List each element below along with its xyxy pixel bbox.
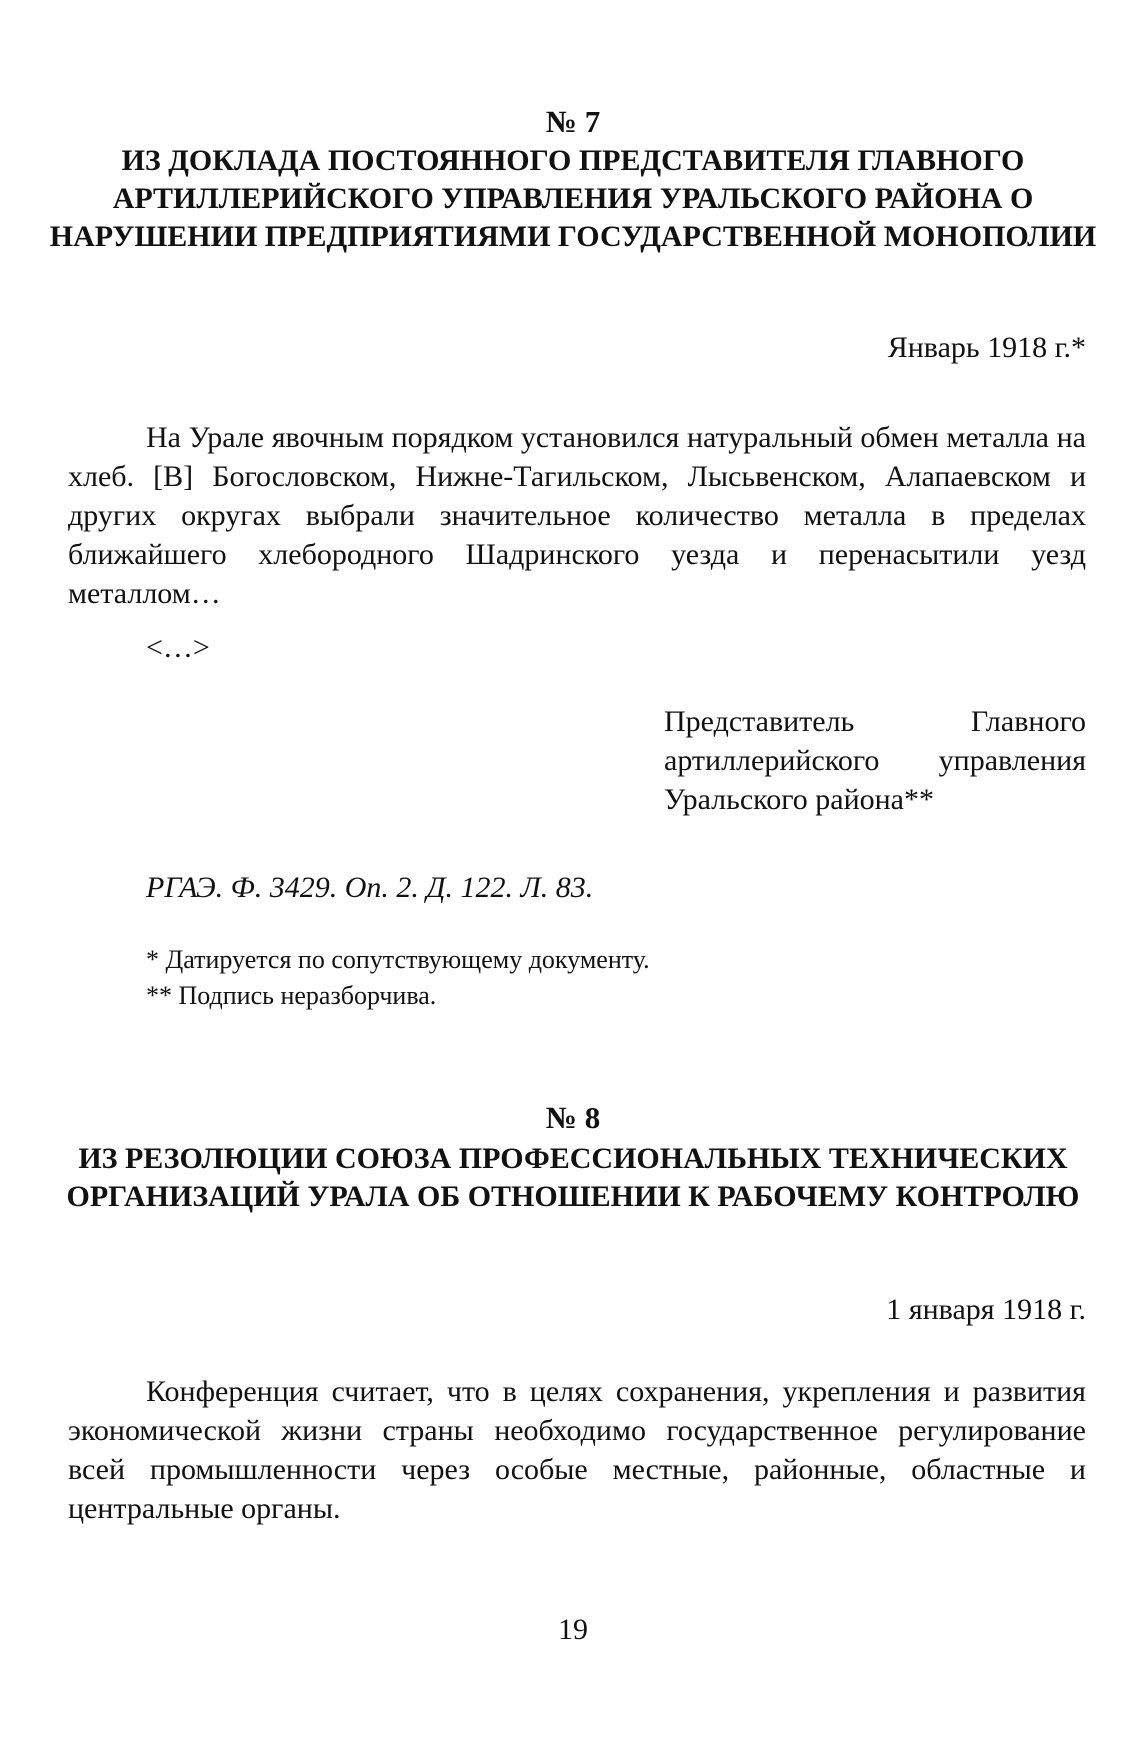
footnote-1: * Датируется по сопутствующему документу. [146,945,650,974]
document-8-date: 1 января 1918 г. [886,1293,1086,1326]
document-8-title: ИЗ РЕЗОЛЮЦИИ СОЮЗА ПРОФЕССИОНАЛЬНЫХ ТЕХНИЧЕСКИХ ОРГАНИЗАЦИЙ УРАЛА ОБ ОТНОШЕНИИ К РАБОЧЕМУ КОНТРОЛЮ [66,1142,1080,1213]
document-7-date: Январь 1918 г.* [887,331,1086,364]
document-7-body: На Урале явочным порядком установился натуральный обмен металла на хлеб. [В] Богословском, Нижне-Тагильском, Лысьвенском, Алапаевском и других округах выбрали значительное количество металла в пределах ближайшего хлебородного Шадринского уезда и перенасытили уезд металлом… [68,421,1086,610]
footnote-2: ** Подпись неразборчива. [146,981,437,1010]
document-7-number: № 7 [545,104,601,139]
document-8-body: Конференция считает, что в целях сохранения, укрепления и развития экономической жизни страны необходимо государственное регулирование всей промышленности через особые местные, районные, областные и центральные органы. [68,1375,1086,1525]
page-number: 19 [558,1613,588,1646]
document-7-signature: Представитель Главного артиллерийского управления Уральского района** [664,705,1086,816]
omission-mark: <…> [146,631,210,664]
document-7-archive-reference: РГАЭ. Ф. 3429. Оп. 2. Д. 122. Л. 83. [146,871,594,904]
document-8-number: № 8 [545,1100,601,1135]
document-7-title: ИЗ ДОКЛАДА ПОСТОЯННОГО ПРЕДСТАВИТЕЛЯ ГЛАВНОГО АРТИЛЛЕРИЙСКОГО УПРАВЛЕНИЯ УРАЛЬСКОГО РАЙОНА О НАРУШЕНИИ ПРЕДПРИЯТИЯМИ ГОСУДАРСТВЕННОЙ МОНОПОЛИИ [49,144,1097,253]
